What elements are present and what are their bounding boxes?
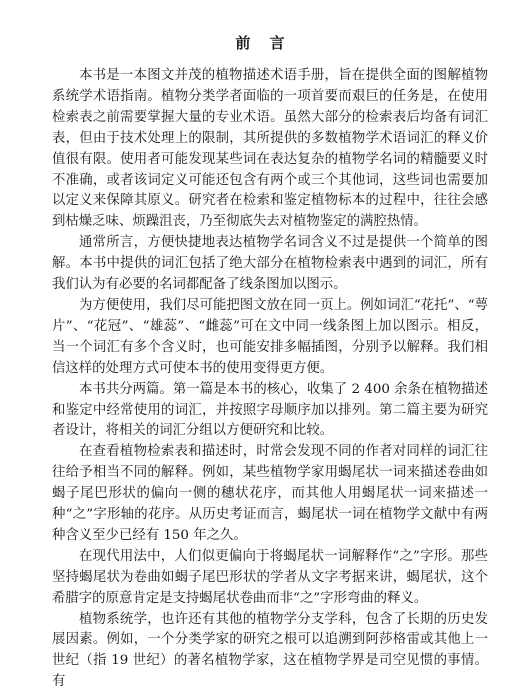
preface-body (52, 66, 488, 693)
paragraph: 植物系统学，也许还有其他的植物学分支学科，包含了长期的历史发展因素。例如，一个分类学家的研究之根可以追溯到阿莎格雷或其他上一世纪（指 19 世纪）的著名植物学家，这在植物学界是司空见惯的事情。有 (52, 611, 488, 690)
page-title: 前 言 (235, 34, 285, 52)
paragraph: 本书共分两篇。第一篇是本书的核心，收集了 2 400 余条在植物描述和鉴定中经常使用的词汇，并按照字母顺序加以排列。第二篇主要为研究者设计，将相关的词汇分组以方便研究和比较。 (52, 381, 488, 439)
paragraph: 本书是一本图文并茂的植物描述术语手册，旨在提供全面的图解植物系统学术语指南。植物分类学者面临的一项首要而艰巨的任务是，在使用检索表之前需要掌握大量的专业术语。虽然大部分的检索表后均备有词汇表，但由于技术处理上的限制，其所提供的多数植物学术语词汇的释义价值很有限。使用者可能发现某些词在表达复杂的植物学名词的精髓要义时不准确，或者该词定义可能还包含有两个或三个其他词，这些词也需要加以定义来保障其原义。研究者在检索和鉴定植物标本的过程中，往往会感到枯燥乏味、烦躁沮丧，乃至彻底失去对植物鉴定的满腔热情。 (52, 68, 488, 230)
paragraph: 通常所言，方便快捷地表达植物学名词含义不过是提供一个简单的图解。本书中提供的词汇包括了绝大部分在植物检索表中遇到的词汇，所有我们认为有必要的名词都配备了线条图加以图示。 (52, 235, 488, 293)
paragraph: 在查看植物检索表和描述时，时常会发现不同的作者对同样的词汇往往给予相当不同的解释。例如，某些植物学家用蝎尾状一词来描述卷曲如蝎子尾巴形状的偏向一侧的穗状花序，而其他人用蝎尾状一词来描述一种“之”字形轴的花序。从历史考证而言，蝎尾状一词在植物学文献中有两种含义至少已经有 150 年之久。 (52, 444, 488, 543)
paragraph: 在现代用法中，人们似更偏向于将蝎尾状一词解释作“之”字形。那些坚持蝎尾状为卷曲如蝎子尾巴形状的学者从文字考据来讲，蝎尾状，这个希腊字的原意肯定是支持蝎尾状卷曲而非“之”字形弯曲的释义。 (52, 548, 488, 606)
paragraph: 为方便使用，我们尽可能把图文放在同一页上。例如词汇“花托”、“萼片”、“花冠”、“雄蕊”、“雌蕊”可在文中同一线条图上加以图示。相反，当一个词汇有多个含义时，也可能安排多幅插图，分别予以解释。我们相信这样的处理方式可使本书的使用变得更方便。 (52, 297, 488, 376)
